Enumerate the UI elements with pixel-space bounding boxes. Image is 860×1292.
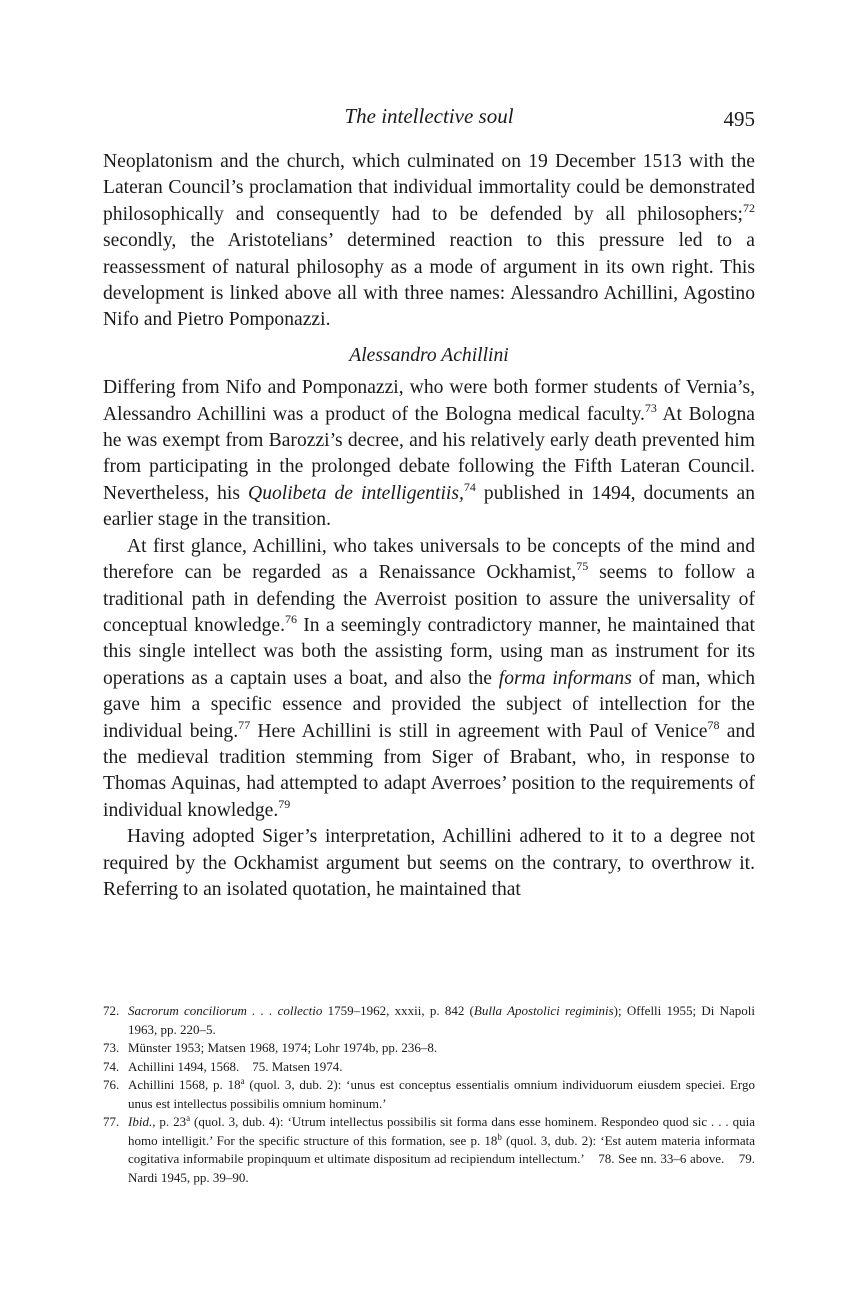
text-run: published in 1494, documents an earlier stage in the transition. bbox=[103, 482, 755, 531]
superscript: a bbox=[186, 1113, 191, 1123]
footnote-ref-78[interactable]: 78 bbox=[707, 717, 720, 732]
footnote-number: 72. bbox=[103, 1003, 120, 1018]
footnote-77 bbox=[103, 1113, 759, 1187]
superscript: b bbox=[497, 1131, 502, 1142]
latin-term: forma informans bbox=[498, 667, 632, 689]
text-run: Sacrorum conciliorum . . . collectio bbox=[128, 1003, 323, 1018]
text-run: Here Achillini is still in agreement with Paul of Venice bbox=[250, 720, 708, 742]
footnote-text bbox=[128, 1076, 755, 1113]
text-run: Neoplatonism and the church, which culminated on 19 December 1513 with the Lateran Council’s proclamation that individual immortality could be demonstrated philosophically and consequently had to be defended by all philosophers; bbox=[103, 151, 755, 225]
text-run: of man, which gave him a specific essence and provided the subject of intellection for the individual being. bbox=[103, 667, 755, 742]
footnote-ref-75[interactable]: 75 bbox=[576, 559, 589, 574]
footnote-number: 77. bbox=[103, 1114, 120, 1129]
text-run: Achillini 1568, p. 18 bbox=[128, 1077, 241, 1092]
text-run: 1759–1962, xxxii, p. 842 ( bbox=[322, 1003, 474, 1018]
text-run: In a seemingly contradictory manner, he maintained that this single intellect was both the assisting form, using man as instrument for its operations as a captain uses a boat, and also the bbox=[103, 614, 755, 689]
paragraph-3 bbox=[103, 534, 755, 824]
text-run: (quol. 3, dub. 2): ‘Est autem materia informata cogitativa informabile propinquum et ultimate dispositum ad recipiendum intellectum.’ 78. See nn. 33–6 above. 79. Nardi 1945, pp. 39–90. bbox=[128, 1132, 759, 1185]
footnote-text: Münster 1953; Matsen 1968, 1974; Lohr 1974b, pp. 236–8. bbox=[128, 1040, 438, 1055]
section-heading: Alessandro Achillini bbox=[349, 344, 509, 366]
footnote-ref-76[interactable]: 76 bbox=[285, 611, 298, 626]
footnote-73 bbox=[103, 1039, 755, 1058]
text-run: Differing from Nifo and Pomponazzi, who were both former students of Vernia’s, Alessandro Achillini was a product of the Bologna medical faculty. bbox=[103, 377, 755, 425]
paragraph-4: Having adopted Siger’s interpretation, Achillini adhered to it to a degree not required by the Ockhamist argument but seems on the contrary, to overthrow it. Referring to an isolated quotation, he maintained that bbox=[103, 826, 755, 900]
page-header bbox=[103, 104, 755, 134]
text-run: , p. 23 bbox=[152, 1114, 187, 1129]
text-run: Ibid. bbox=[128, 1114, 153, 1129]
text-run: secondly, the Aristotelians’ determined reaction to this pressure led to a reassessment of natural philosophy as a mode of argument in its own right. This development is linked above all with three names: Alessandro Achillini, Agostino Nifo and Pietro Pomponazzi. bbox=[103, 230, 755, 331]
footnote-ref-74[interactable]: 74 bbox=[463, 479, 476, 494]
footnote-ref-79[interactable]: 79 bbox=[278, 796, 291, 811]
footnote-number: 73. bbox=[103, 1040, 120, 1055]
work-title: Quolibeta de intelligentiis, bbox=[248, 482, 464, 504]
page-number: 495 bbox=[723, 107, 755, 131]
body-text bbox=[103, 149, 755, 903]
text-run: ); Offelli 1955; Di Napoli 1963, pp. 220–5. bbox=[128, 1003, 756, 1037]
footnotes bbox=[103, 1002, 759, 1187]
footnote-number: 76. bbox=[103, 1077, 120, 1092]
paragraph-1 bbox=[103, 149, 755, 334]
footnote-74 bbox=[103, 1058, 755, 1077]
text-run: and the medieval tradition stemming from Siger of Brabant, who, in response to Thomas Aquinas, had attempted to adapt Averroes’ position to the requirements of individual knowledge. bbox=[103, 720, 755, 821]
running-title: The intellective soul bbox=[344, 104, 514, 128]
footnote-number: 74. bbox=[103, 1058, 120, 1074]
text-run: (quol. 3, dub. 2): ‘unus est conceptus essentialis omnium individuorum eiusdem speciei. Ergo unus est intellectus possibilis omnium hominum.’ bbox=[128, 1077, 755, 1111]
footnote-ref-77[interactable]: 77 bbox=[238, 717, 251, 732]
footnote-72 bbox=[103, 1002, 755, 1039]
superscript: a bbox=[240, 1076, 245, 1086]
text-run: At first glance, Achillini, who takes universals to be concepts of the mind and therefore can be regarded as a Renaissance Ockhamist, bbox=[103, 535, 755, 584]
footnote-text: Achillini 1494, 1568. 75. Matsen 1974. bbox=[128, 1058, 343, 1074]
footnote-text bbox=[128, 1002, 755, 1039]
footnote-76 bbox=[103, 1076, 755, 1113]
footnote-ref-72[interactable]: 72 bbox=[743, 200, 755, 215]
footnote-text bbox=[128, 1113, 759, 1187]
footnote-ref-73[interactable]: 73 bbox=[644, 400, 657, 415]
text-run: Bulla Apostolici regiminis bbox=[473, 1003, 614, 1018]
text-run: At Bologna he was exempt from Barozzi’s decree, and his relatively early death prevented him from participating in the prolonged debate following the Fifth Lateran Council. Nevertheless, his bbox=[103, 403, 755, 504]
text-run: seems to follow a traditional path in defending the Averroist position to assure the universality of conceptual knowledge. bbox=[103, 562, 755, 636]
paragraph-2 bbox=[103, 375, 755, 533]
text-run: (quol. 3, dub. 4): ‘Utrum intellectus possibilis sit forma dans esse hominem. Respondeo quod sic . . . quia homo intelligit.’ For the specific structure of this formation, see p. 18 bbox=[128, 1114, 755, 1148]
